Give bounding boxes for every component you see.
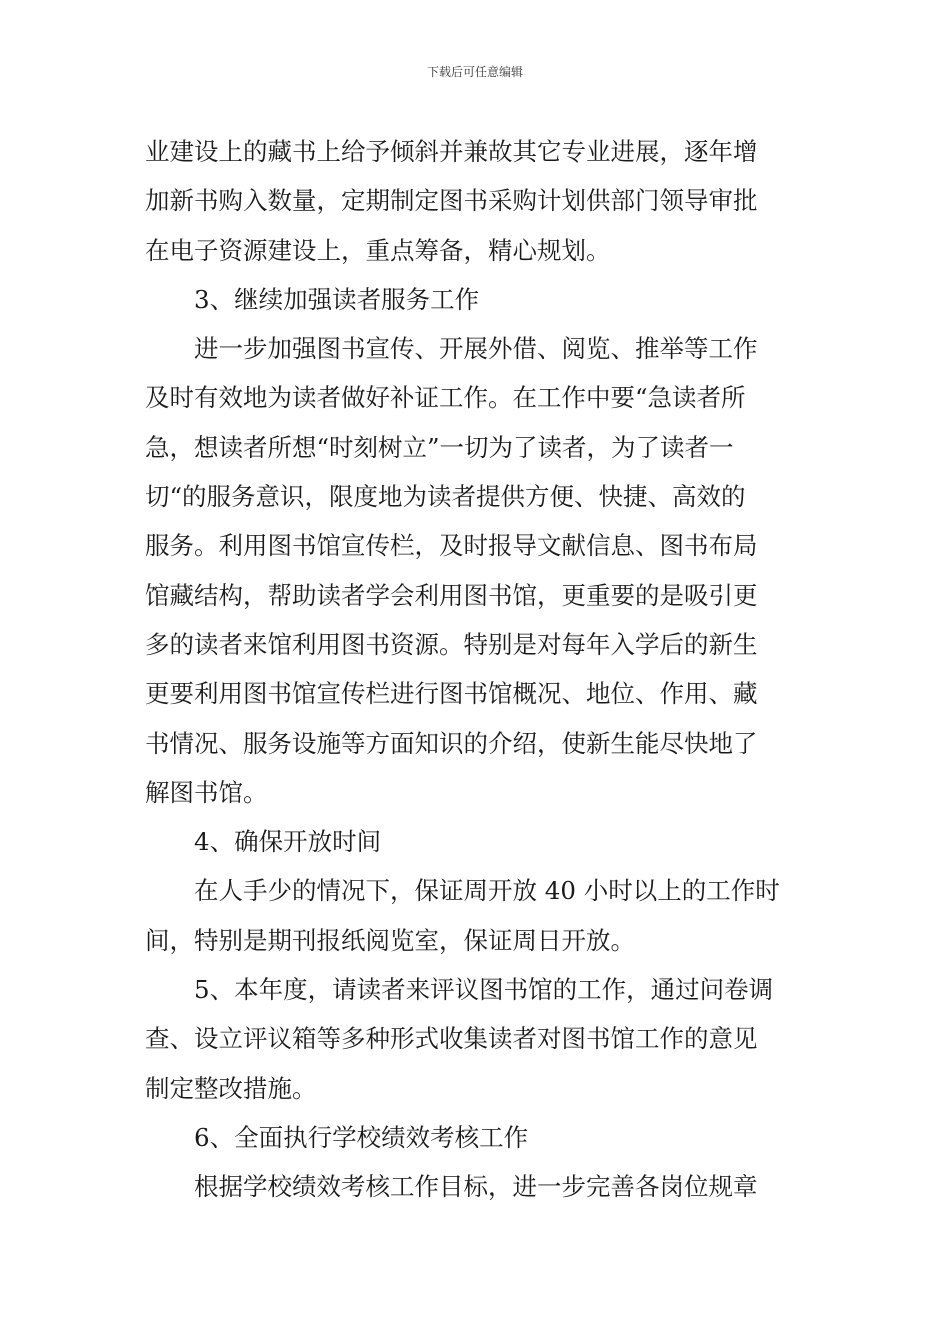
text-line: 馆藏结构，帮助读者学会利用图书馆，更重要的是吸引更 (145, 580, 758, 610)
text-line: 在电子资源建设上，重点筹备，精心规划。 (145, 235, 611, 265)
section-heading: 3、继续加强读者服务工作 (194, 284, 480, 314)
text-line: 多的读者来馆利用图书资源。特别是对每年入学后的新生 (145, 629, 758, 659)
document-body (145, 127, 817, 1212)
page-header: 下载后可任意编辑 (426, 65, 523, 79)
section-heading: 4、确保开放时间 (194, 827, 382, 857)
text-line: 业建设上的藏书上给予倾斜并兼故其它专业进展，逐年增 (145, 137, 758, 166)
text-line: 急，想读者所想“时刻树立”一切为了读者，为了读者一 (145, 432, 734, 462)
text-line: 解图书馆。 (145, 777, 268, 807)
text-line: 及时有效地为读者做好补证工作。在工作中要“急读者所 (145, 383, 746, 413)
text-line: 加新书购入数量，定期制定图书采购计划供部门领导审批 (145, 186, 758, 216)
text-line: 制定整改措施。 (145, 1073, 317, 1103)
section-heading: 5、本年度，请读者来评议图书馆的工作，通过问卷调 (194, 975, 774, 1005)
text-line: 间，特别是期刊报纸阅览室，保证周日开放。 (145, 925, 635, 955)
text-line: 查、设立评议箱等多种形式收集读者对图书馆工作的意见 (145, 1024, 758, 1054)
text-line: 更要利用图书馆宣传栏进行图书馆概况、地位、作用、藏 (145, 679, 758, 709)
section-heading: 6、全面执行学校绩效考核工作 (194, 1122, 529, 1152)
text-line: 书情况、服务设施等方面知识的介绍，使新生能尽快地了 (145, 728, 758, 758)
text-line: 服务。利用图书馆宣传栏，及时报导文献信息、图书布局 (145, 531, 758, 561)
text-line: 根据学校绩效考核工作目标，进一步完善各岗位规章 (194, 1172, 758, 1202)
text-line: 进一步加强图书宣传、开展外借、阅览、推举等工作 (194, 334, 758, 364)
text-line: 在人手少的情况下，保证周开放 40 小时以上的工作时 (194, 876, 780, 906)
text-line: 切“的服务意识，限度地为读者提供方便、快捷、高效的 (145, 482, 746, 512)
